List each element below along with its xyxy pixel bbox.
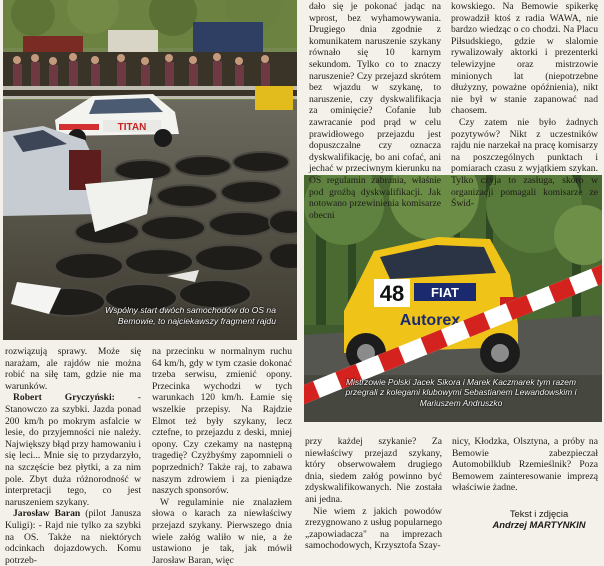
photo-rally-start-image — [3, 0, 297, 340]
photo-fiat-car-caption: Mistrzowie Polski Jacek Sikora i Marek Kaczmarek tym razem przegrali z kolegami klubowymi Sebastianem Lewandowskim i Mariuszem Andruszko — [345, 377, 577, 408]
article-paragraph: W regulaminie nie znalazłem słowa o karach za niewłaściwy przejazd szykany. Pierwszego dnia wiele załóg waliło w nie, a że ustawiono je tak, jak mówił Jarosław Baran, więc — [152, 496, 292, 566]
article-paragraph: dało się je pokonać jadąc na wprost, bez wyhamowywania. Drugiego dnia zgodnie z komunikatem naruszenie szykany równało się 10 karnym sekundom. Tylko co to znaczy naruszenie? Czy przejazd skrótem bez wjazdu w szykanę, to naruszenie, czy dyskwalifikacja za ominięcie? Cofanie lub zawracanie pod prąd w celu prawidłowego przejazdu jest dopuszczalne czy oznacza dyskwalifikację, bo ani cofać, ani jechać w przeciwnym kierunku na OS regulamin zabrania, właśnie pod groźbą dyskwalifikacji. Jak notowano przewinienia komisarze obecni — [309, 1, 441, 221]
car-side-text: Autorex — [399, 312, 461, 329]
speaker-name: Jarosław Baran — [13, 508, 81, 520]
article-paragraph: na przecinku w normalnym ruchu 64 km/h, gdy w tym czasie dokonać trzeba serwisu, zmienić opony. Przecinka wychodzi w tych warunkach 120 km/h. Łamie się wszelkie przepisy. Na Rajdzie Elmot też były szykany, lecz cztefne, to przejazdu z deski, mniej opony. Czy czekamy na następną tragedię? Czyżbyśmy zapomnieli o poprzednich? Także raj, to zabawa naszym zdrowiem i za pieniądze naszych sponsorów. — [152, 346, 292, 497]
article-paragraph: Czy zatem nie było żadnych pozytywów? Nikt z uczestników rajdu nie narzekał na pracę komisarzy na poszczególnych punktach i pomiarach czasu z wyjątkiem szykan. Tylko czyja to zasługa, skoro w organizacji pomagali komisarze ze Świd- — [451, 116, 598, 210]
article-paragraph: kowskiego. Na Bemowie spikerkę prowadził ktoś z radia WAWA, nie bardzo wiedząc o co chodzi. Na Placu Piłsudskiego, gdzie w slalomie rywalizowały aktorki i prezenterki telewizyjne oraz mistrzowie minionych lat (niepotrzebne dłużyzny, poważne opóźnienia), nikt nie był w stanie zapanować nad chaosem. — [451, 1, 598, 117]
article-credit — [480, 508, 598, 530]
paragraph-text: rozwiązują sprawy. Może się narażam, ale rajdów nie można robić na siłę tam, gdzie nie ma warunków. — [5, 346, 141, 392]
photo-rally-start — [3, 0, 297, 340]
car-number: 48 — [379, 281, 405, 306]
paragraph-text: (pilot Janusza Kuligi): - Rajd nie tylko za szybki na OS. Także na niektórych odcinkach dojazdowych. Komu potrzeb- — [5, 508, 141, 566]
article-paragraph: nicy, Kłodzka, Olsztyna, a próby na Bemowie zabezpieczał Automobilklub Rzemieślnik? Poza Bemowem zainteresowanie imprezą właściwie żadne. — [452, 436, 598, 494]
article-paragraph: Nie wiem z jakich powodów zrezygnowano z usług popularnego „zapowiadacza" na imprezach samochodowych, Krzysztofa Szay- — [305, 505, 442, 552]
article-column-2-top — [309, 1, 441, 221]
article-paragraph — [5, 392, 141, 508]
car-sponsor-text: TITAN — [117, 122, 147, 133]
article-column-1-bottom — [5, 346, 141, 566]
article-paragraph — [5, 346, 141, 392]
car-fiat-logo: FIAT — [431, 285, 459, 300]
article-paragraph: przy każdej szykanie? Za niewłaściwy przejazd szykany, który obserwowałem drugiego dnia, siedem załóg powinno być zdyskwalifikowanych. Nie została ani jedna. — [305, 436, 442, 505]
credit-label: Tekst i zdjęcia — [509, 508, 569, 519]
credit-author: Andrzej MARTYNKIN — [492, 519, 586, 530]
photo-rally-start-caption: Wspólny start dwóch samochodów do OS na Bemowie, to najciekawszy fragment rajdu — [104, 305, 276, 326]
speaker-name: Robert Gryczyński: — [13, 392, 115, 404]
article-column-3-bottom — [305, 436, 442, 552]
article-column-3-top — [451, 1, 598, 210]
article-column-2-bottom — [152, 346, 292, 566]
article-paragraph — [5, 508, 141, 566]
article-column-4-bottom — [452, 436, 598, 494]
paragraph-text: - Stanowczo za szybki. Jazda ponad 200 km/h po mokrym asfalcie w lesie, do przyjemności nie należy. Największy błąd przy hamowaniu i się leci... Mnie się to przydarzyło, na szczęście bez płytki, a za nim pole. Zbyt duża różnorodność w interpretacji tego, co jest naruszeniem szykany. — [5, 392, 141, 508]
